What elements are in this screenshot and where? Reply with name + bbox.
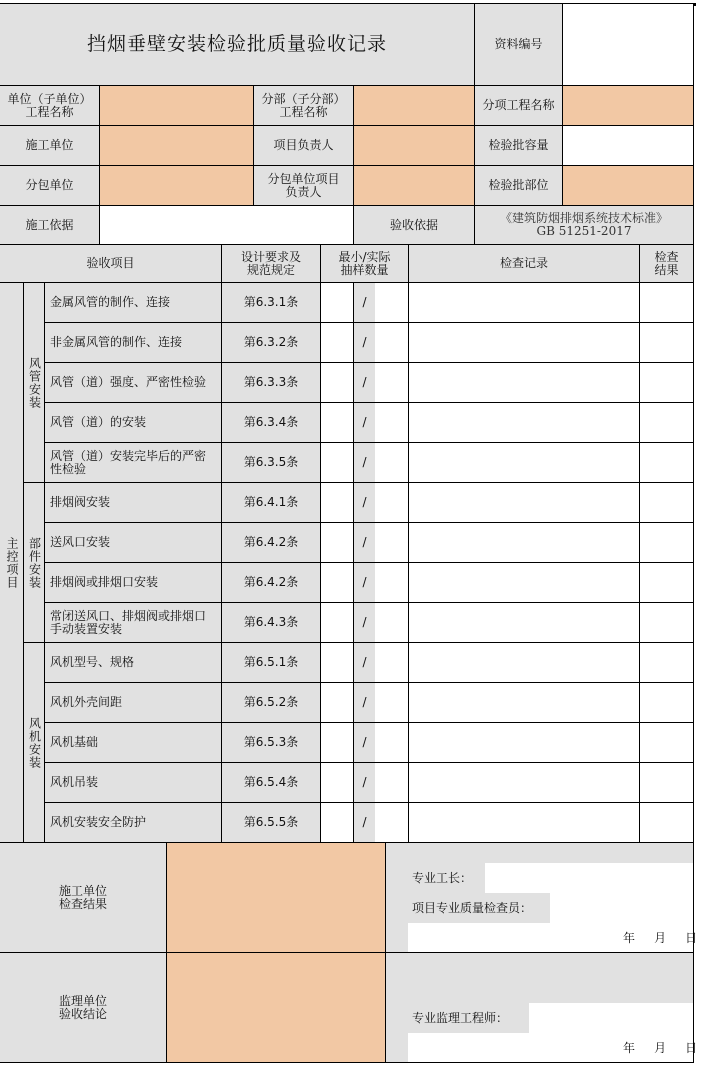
supervisor-label: 专业监理工程师： xyxy=(412,1011,509,1025)
unit-project-label: 单位（子单位） 工程名称 xyxy=(0,86,100,126)
unit-project-input[interactable] xyxy=(100,86,254,126)
row-sample-min[interactable] xyxy=(321,563,354,603)
row-result[interactable] xyxy=(640,683,694,723)
row-result[interactable] xyxy=(640,643,694,683)
row-result[interactable] xyxy=(640,283,694,323)
row-sample-actual[interactable] xyxy=(375,643,409,683)
row-record[interactable] xyxy=(409,723,640,763)
date-left-band-1 xyxy=(386,923,408,953)
row-slash: / xyxy=(354,763,375,803)
row-sample-min[interactable] xyxy=(321,763,354,803)
row-record[interactable] xyxy=(409,763,640,803)
row-slash: / xyxy=(354,363,375,403)
batch-location-input[interactable] xyxy=(563,166,694,206)
row-clause: 第6.4.2条 xyxy=(222,563,321,603)
row-slash: / xyxy=(354,683,375,723)
sub-item-input[interactable] xyxy=(563,86,694,126)
date-left-band-2 xyxy=(386,1033,408,1063)
supervision-top-band xyxy=(386,953,694,1003)
col-header-record: 检查记录 xyxy=(409,245,640,283)
row-item: 风机安装安全防护 xyxy=(45,803,222,843)
row-clause: 第6.4.3条 xyxy=(222,603,321,643)
row-slash: / xyxy=(354,323,375,363)
row-item: 风管（道）安装完毕后的严密 性检验 xyxy=(45,443,222,483)
group-label-fan xyxy=(24,643,45,843)
form-bottom-line xyxy=(0,1062,694,1063)
constructor-label: 施工单位 xyxy=(0,126,100,166)
row-clause: 第6.4.1条 xyxy=(222,483,321,523)
row-record[interactable] xyxy=(409,323,640,363)
row-sample-min[interactable] xyxy=(321,723,354,763)
constructor-input[interactable] xyxy=(100,126,254,166)
supervision-input[interactable] xyxy=(167,953,386,1063)
row-slash: / xyxy=(354,643,375,683)
row-sample-actual[interactable] xyxy=(375,763,409,803)
row-record[interactable] xyxy=(409,803,640,843)
row-result[interactable] xyxy=(640,363,694,403)
row-sample-actual[interactable] xyxy=(375,443,409,483)
row-sample-min[interactable] xyxy=(321,363,354,403)
row-item: 风管（道）强度、严密性检验 xyxy=(45,363,222,403)
row-item: 排烟阀或排烟口安装 xyxy=(45,563,222,603)
row-item: 金属风管的制作、连接 xyxy=(45,283,222,323)
group-label-components-text: 部件安装 xyxy=(27,536,42,589)
row-item: 排烟阀安装 xyxy=(45,483,222,523)
row-clause: 第6.5.3条 xyxy=(222,723,321,763)
qc-input[interactable] xyxy=(550,893,694,923)
row-sample-actual[interactable] xyxy=(375,283,409,323)
group-label-duct xyxy=(24,283,45,483)
row-sample-min[interactable] xyxy=(321,523,354,563)
row-sample-actual[interactable] xyxy=(375,603,409,643)
row-record[interactable] xyxy=(409,523,640,563)
row-sample-min[interactable] xyxy=(321,483,354,523)
col-header-item: 验收项目 xyxy=(0,245,222,283)
row-sample-actual[interactable] xyxy=(375,563,409,603)
form-title: 挡烟垂壁安装检验批质量验收记录 xyxy=(0,4,475,86)
row-slash: / xyxy=(354,523,375,563)
main-control-text: 主控项目 xyxy=(5,536,19,589)
row-sample-actual[interactable] xyxy=(375,683,409,723)
row-sample-actual[interactable] xyxy=(375,323,409,363)
row-result[interactable] xyxy=(640,603,694,643)
row-record[interactable] xyxy=(409,283,640,323)
col-header-sample: 最小/实际 抽样数量 xyxy=(321,245,409,283)
col-header-design: 设计要求及 规范规定 xyxy=(222,245,321,283)
row-clause: 第6.5.2条 xyxy=(222,683,321,723)
row-record[interactable] xyxy=(409,643,640,683)
subcontractor-label: 分包单位 xyxy=(0,166,100,206)
group-label-fan-text: 风机安装 xyxy=(27,716,42,769)
row-slash: / xyxy=(354,443,375,483)
row-record[interactable] xyxy=(409,363,640,403)
row-sample-actual[interactable] xyxy=(375,363,409,403)
sub-item-label: 分项工程名称 xyxy=(475,86,563,126)
row-sample-actual[interactable] xyxy=(375,403,409,443)
row-result[interactable] xyxy=(640,483,694,523)
sub-pm-label: 分包单位项目 负责人 xyxy=(254,166,354,206)
row-sample-min[interactable] xyxy=(321,443,354,483)
acceptance-basis-value: 《建筑防烟排烟系统技术标准》 GB 51251-2017 xyxy=(475,206,694,245)
row-slash: / xyxy=(354,483,375,523)
row-result[interactable] xyxy=(640,403,694,443)
group-label-duct-text: 风管安装 xyxy=(27,356,42,409)
row-sample-min[interactable] xyxy=(321,603,354,643)
foreman-input[interactable] xyxy=(485,863,694,893)
row-clause: 第6.5.5条 xyxy=(222,803,321,843)
row-sample-min[interactable] xyxy=(321,323,354,363)
batch-capacity-label: 检验批容量 xyxy=(475,126,563,166)
date-label-2: 年 月 日 xyxy=(623,1041,698,1055)
project-manager-label: 项目负责人 xyxy=(254,126,354,166)
row-slash: / xyxy=(354,603,375,643)
row-clause: 第6.3.4条 xyxy=(222,403,321,443)
main-control-label xyxy=(0,283,24,843)
row-clause: 第6.3.2条 xyxy=(222,323,321,363)
row-sample-min[interactable] xyxy=(321,683,354,723)
construction-basis-label: 施工依据 xyxy=(0,206,100,245)
group-label-components xyxy=(24,483,45,643)
row-record[interactable] xyxy=(409,483,640,523)
row-slash: / xyxy=(354,283,375,323)
construction-basis-input[interactable] xyxy=(100,206,354,245)
row-slash: / xyxy=(354,403,375,443)
row-sample-actual[interactable] xyxy=(375,723,409,763)
row-sample-min[interactable] xyxy=(321,643,354,683)
row-record[interactable] xyxy=(409,603,640,643)
row-item: 送风口安装 xyxy=(45,523,222,563)
row-result[interactable] xyxy=(640,563,694,603)
row-sample-actual[interactable] xyxy=(375,523,409,563)
row-result[interactable] xyxy=(640,723,694,763)
construction-result-top-band xyxy=(386,843,694,863)
foreman-label: 专业工长： xyxy=(412,871,473,885)
row-clause: 第6.5.1条 xyxy=(222,643,321,683)
batch-capacity-input[interactable] xyxy=(563,126,694,166)
row-result[interactable] xyxy=(640,443,694,483)
row-sample-min[interactable] xyxy=(321,803,354,843)
supervisor-input[interactable] xyxy=(529,1003,694,1033)
row-item: 风机型号、规格 xyxy=(45,643,222,683)
doc-no-value[interactable] xyxy=(563,4,694,86)
row-clause: 第6.5.4条 xyxy=(222,763,321,803)
row-sample-actual[interactable] xyxy=(375,483,409,523)
row-sample-min[interactable] xyxy=(321,403,354,443)
doc-no-label: 资料编号 xyxy=(475,4,563,86)
acceptance-basis-label: 验收依据 xyxy=(354,206,475,245)
row-clause: 第6.4.2条 xyxy=(222,523,321,563)
construction-result-input[interactable] xyxy=(167,843,386,953)
row-slash: / xyxy=(354,563,375,603)
sub-pm-input[interactable] xyxy=(354,166,475,206)
supervision-label: 监理单位 验收结论 xyxy=(0,953,167,1063)
row-slash: / xyxy=(354,803,375,843)
batch-location-label: 检验批部位 xyxy=(475,166,563,206)
row-result[interactable] xyxy=(640,803,694,843)
date-label-1: 年 月 日 xyxy=(623,931,698,945)
row-item: 常闭送风口、排烟阀或排烟口 手动装置安装 xyxy=(45,603,222,643)
row-record[interactable] xyxy=(409,563,640,603)
row-clause: 第6.3.3条 xyxy=(222,363,321,403)
row-sample-actual[interactable] xyxy=(375,803,409,843)
sub-dept-input[interactable] xyxy=(354,86,475,126)
row-clause: 第6.3.1条 xyxy=(222,283,321,323)
row-item: 非金属风管的制作、连接 xyxy=(45,323,222,363)
row-slash: / xyxy=(354,723,375,763)
row-record[interactable] xyxy=(409,443,640,483)
project-manager-input[interactable] xyxy=(354,126,475,166)
row-item: 风机基础 xyxy=(45,723,222,763)
sub-dept-label: 分部（子分部） 工程名称 xyxy=(254,86,354,126)
construction-result-label: 施工单位 检查结果 xyxy=(0,843,167,953)
row-record[interactable] xyxy=(409,403,640,443)
row-result[interactable] xyxy=(640,323,694,363)
row-sample-min[interactable] xyxy=(321,283,354,323)
subcontractor-input[interactable] xyxy=(100,166,254,206)
row-result[interactable] xyxy=(640,763,694,803)
qc-label: 项目专业质量检查员： xyxy=(412,901,533,915)
row-item: 风机外壳间距 xyxy=(45,683,222,723)
row-result[interactable] xyxy=(640,523,694,563)
row-item: 风管（道）的安装 xyxy=(45,403,222,443)
row-clause: 第6.3.5条 xyxy=(222,443,321,483)
col-header-result: 检查 结果 xyxy=(640,245,694,283)
row-record[interactable] xyxy=(409,683,640,723)
row-item: 风机吊装 xyxy=(45,763,222,803)
